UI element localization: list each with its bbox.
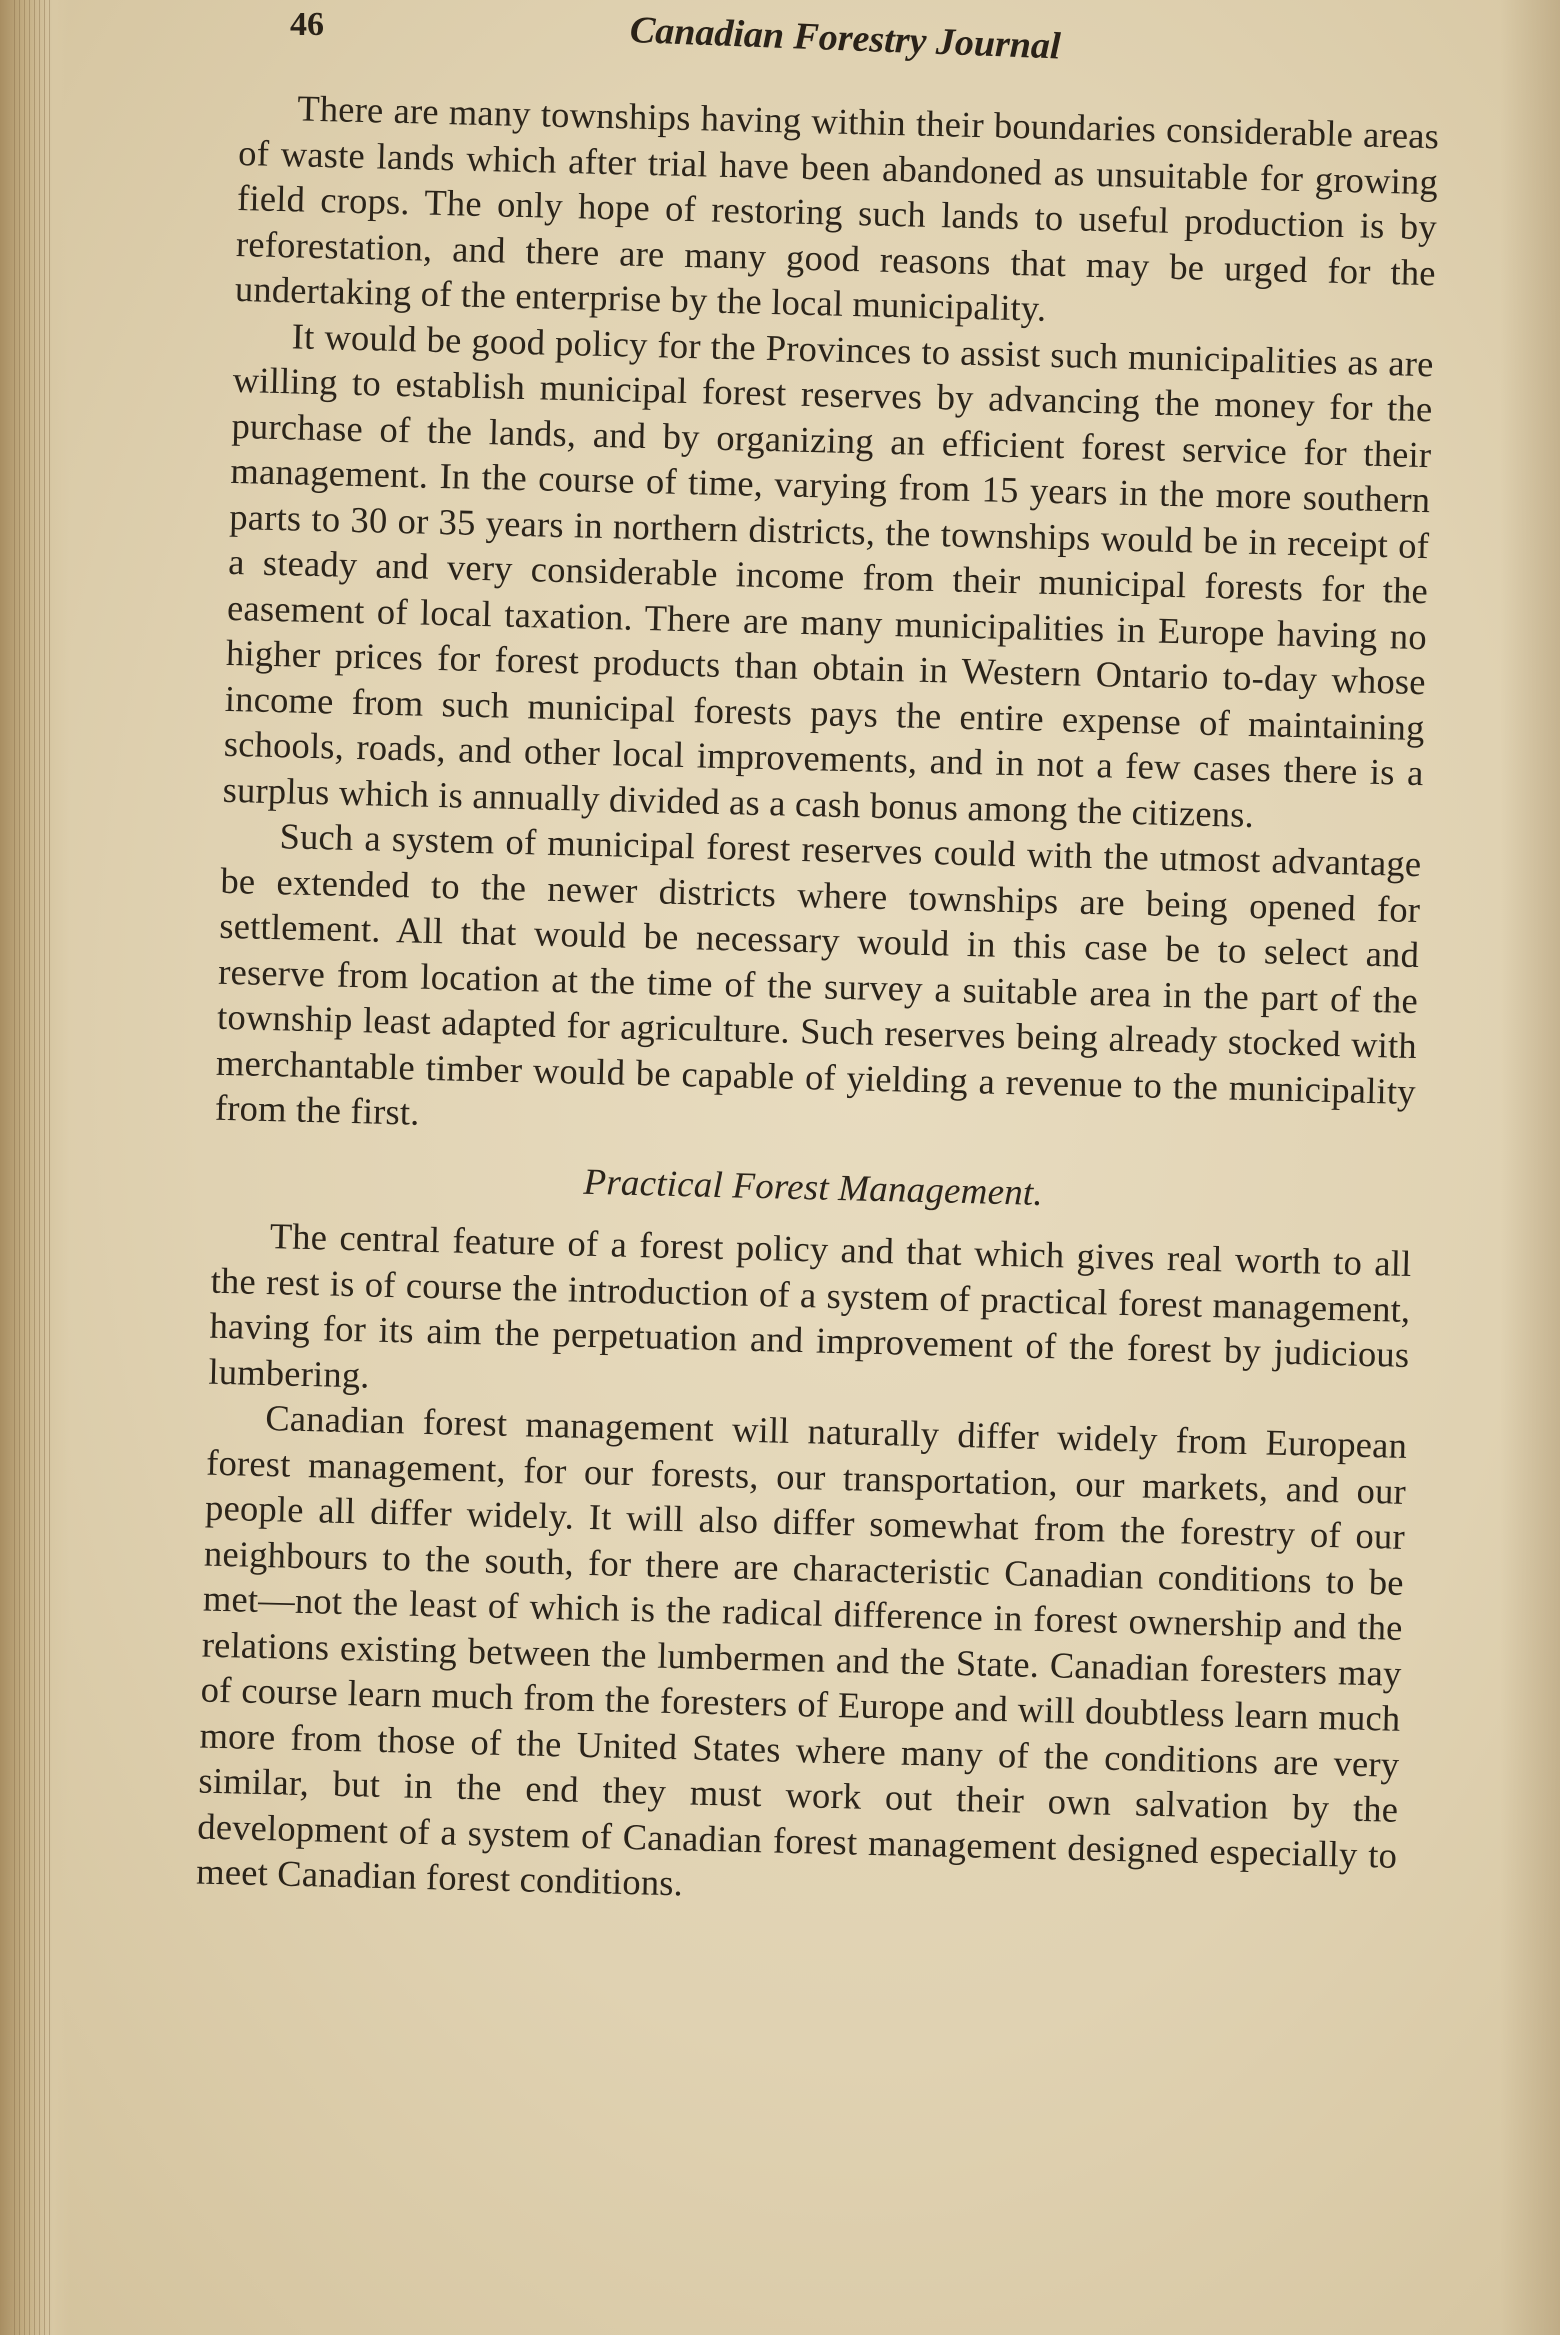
binding-page-edges: [14, 0, 50, 2335]
paragraph-waste-lands: There are many townships having within their boundaries considerable areas of waste lands which after trial have been abandoned as unsuitable for growing field crops. The only hope of restoring such lands to useful production is by reforestation, and there are many good reasons that may be urged for the undertaking of the enterprise by the local municipality.: [234, 87, 1440, 329]
book-binding: [0, 0, 70, 2335]
running-title: Canadian Forestry Journal: [629, 9, 1062, 68]
section-heading: Practical Forest Management.: [583, 1161, 1044, 1214]
article-body: [196, 84, 1440, 1923]
paragraph-municipal-reserves: Such a system of municipal forest reserves could with the utmost advantage be extended to the newer districts where townships are being opened for settlement. All that would be necessary would in this case be to select and reserve from location at the time of the survey a suitable area in the part of the township least adapted for agriculture. Such reserves being already stocked with merchantable timber would be capable of yielding a revenue to the municipality from the first.: [214, 815, 1422, 1133]
page-edge-shadow: [1500, 0, 1560, 2335]
paragraph-canadian-management: Canadian forest management will naturally differ widely from European forest management, for our forests, our transportation, our markets, and our people all differ widely. It will also differ somewhat from the forestry of our neighbours to the south, for there are characteristic Canadian conditions to be met—not the least of which is the radical difference in forest ownership and the relations existing between the lumbermen and the State. Canadian foresters may of course learn much from the foresters of Europe and will doubtless learn much more from those of the United States where many of the conditions are very similar, but in the end they must work out their own salvation by the development of a system of Canadian forest management designed especially to meet Canadian forest conditions.: [195, 1397, 1408, 1904]
paragraph-central-feature: The central feature of a forest policy and that which gives real worth to all the rest is of course the introduction of a system of practical forest management, having for its aim the perpetuation and improvement of the forest by judicious lumbering.: [208, 1215, 1413, 1396]
page-header: [290, 6, 1520, 76]
page-number: 46: [290, 6, 324, 43]
paragraph-provincial-policy: It would be good policy for the Provinces to assist such municipalities as are willing to establish municipal forest reserves by advancing the money for the purchase of the lands, and by organizing an efficient forest service for their management. In the course of time, varying from 15 years in the more southern parts to 30 or 35 years in northern districts, the townships would be in receipt of a steady and very considerable income from their municipal forests for the easement of local taxation. There are many municipalities in Europe having no higher prices for forest products than obtain in Western Ontario to-day whose income from such municipal forests pays the entire expense of maintaining schools, roads, and other local improvements, and in not a few cases there is a surplus which is annually divided as a cash bonus among the citizens.: [222, 314, 1435, 835]
